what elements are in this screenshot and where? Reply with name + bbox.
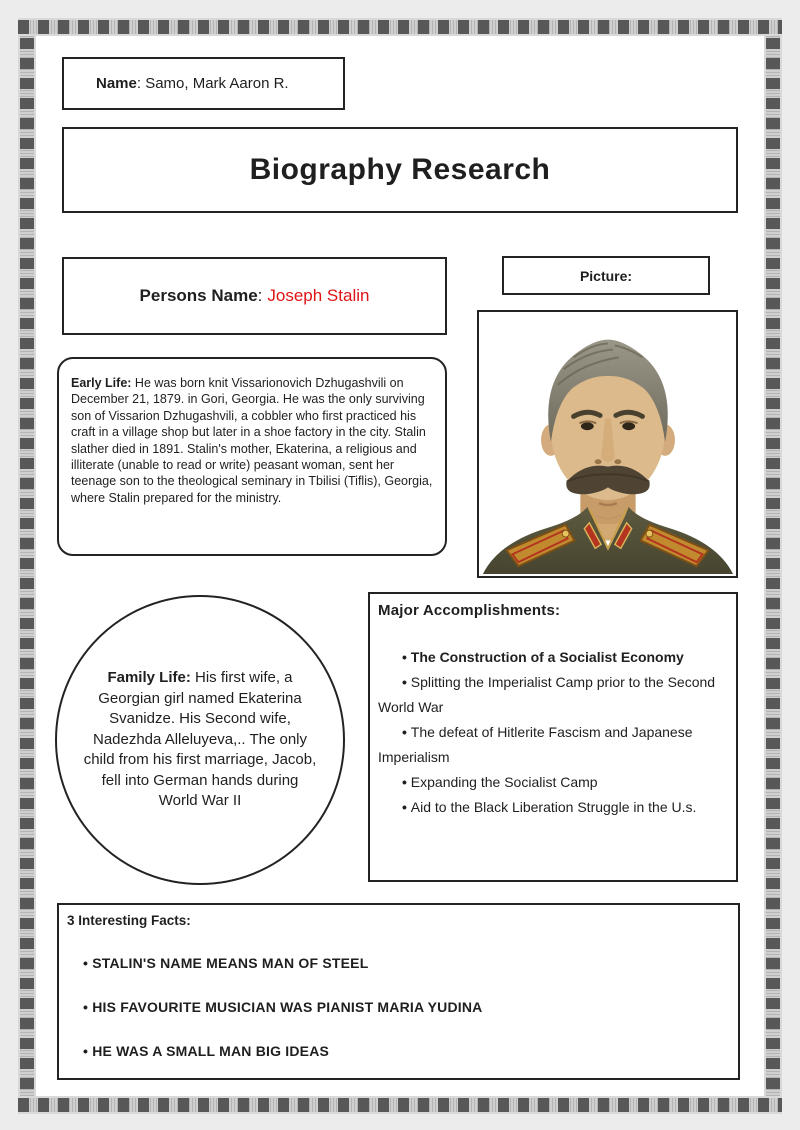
early-life-text: He was born knit Vissarionovich Dzhugashvili on December 21, 1879. in Gori, Georgia. He was the only surviving son of Vissarion Dzhugashvili, a cobbler who first practiced his craft in a village shop but later in a shoe factory in the city. Stalin slather died in 1891. Stalin's mother, Ekaterina, a religious and illiterate (unable to read or write) peasant woman, sent her teenage son to the theological seminary in Tbilisi (Tiflis), Georgia, where Stalin prepared for the ministry. (71, 376, 433, 505)
family-life-circle (55, 595, 345, 885)
ornamental-border-left (18, 18, 36, 1114)
fact-item: • STALIN'S NAME MEANS MAN OF STEEL (67, 955, 728, 972)
major-accomplishments-box (368, 592, 738, 882)
accomplishment-item: • Aid to the Black Liberation Struggle in the U.s. (378, 795, 728, 820)
early-life-box (57, 357, 447, 556)
interesting-facts-label: 3 Interesting Facts: (67, 913, 191, 928)
accomplishment-item: • The Construction of a Socialist Economy (378, 645, 728, 670)
name-value: : Samo, Mark Aaron R. (136, 75, 289, 92)
stalin-portrait (479, 312, 736, 576)
major-accomplishments-list (378, 645, 728, 820)
title-box (62, 127, 738, 213)
student-name-box (62, 57, 345, 110)
interesting-facts-list (67, 955, 728, 1060)
persons-name-separator: : (257, 286, 263, 305)
family-life-text: His first wife, a Georgian girl named Ekaterina Svanidze. His Second wife, Nadezhda Alleluyeva,.. The only child from his first marriage, Jacob, fell into German hands during World War II (83, 668, 317, 810)
picture-box (477, 310, 738, 578)
accomplishment-item: • Expanding the Socialist Camp (378, 770, 728, 795)
fact-item: • HE WAS A SMALL MAN BIG IDEAS (67, 1043, 728, 1060)
ornamental-border-bottom (18, 1096, 782, 1114)
persons-name-label: Persons Name (139, 286, 258, 305)
name-label: Name (96, 75, 137, 92)
accomplishment-item: • Splitting the Imperialist Camp prior to the Second World War (378, 670, 728, 720)
early-life-label: Early Life: (71, 376, 132, 390)
ornamental-border-top (18, 18, 782, 36)
persons-name-box (62, 257, 447, 335)
interesting-facts-box (57, 903, 740, 1080)
picture-label-box (502, 256, 710, 295)
page-title: Biography Research (249, 153, 551, 186)
fact-item: • HIS FAVOURITE MUSICIAN WAS PIANIST MARIA YUDINA (67, 999, 728, 1016)
accomplishment-item: • The defeat of Hitlerite Fascism and Japanese Imperialism (378, 720, 728, 770)
picture-label: Picture: (579, 267, 633, 284)
family-life-label: Family Life: (107, 668, 191, 686)
persons-name-value: Joseph Stalin (267, 286, 370, 305)
major-accomplishments-label: Major Accomplishments: (378, 602, 561, 619)
ornamental-border-right (764, 18, 782, 1114)
